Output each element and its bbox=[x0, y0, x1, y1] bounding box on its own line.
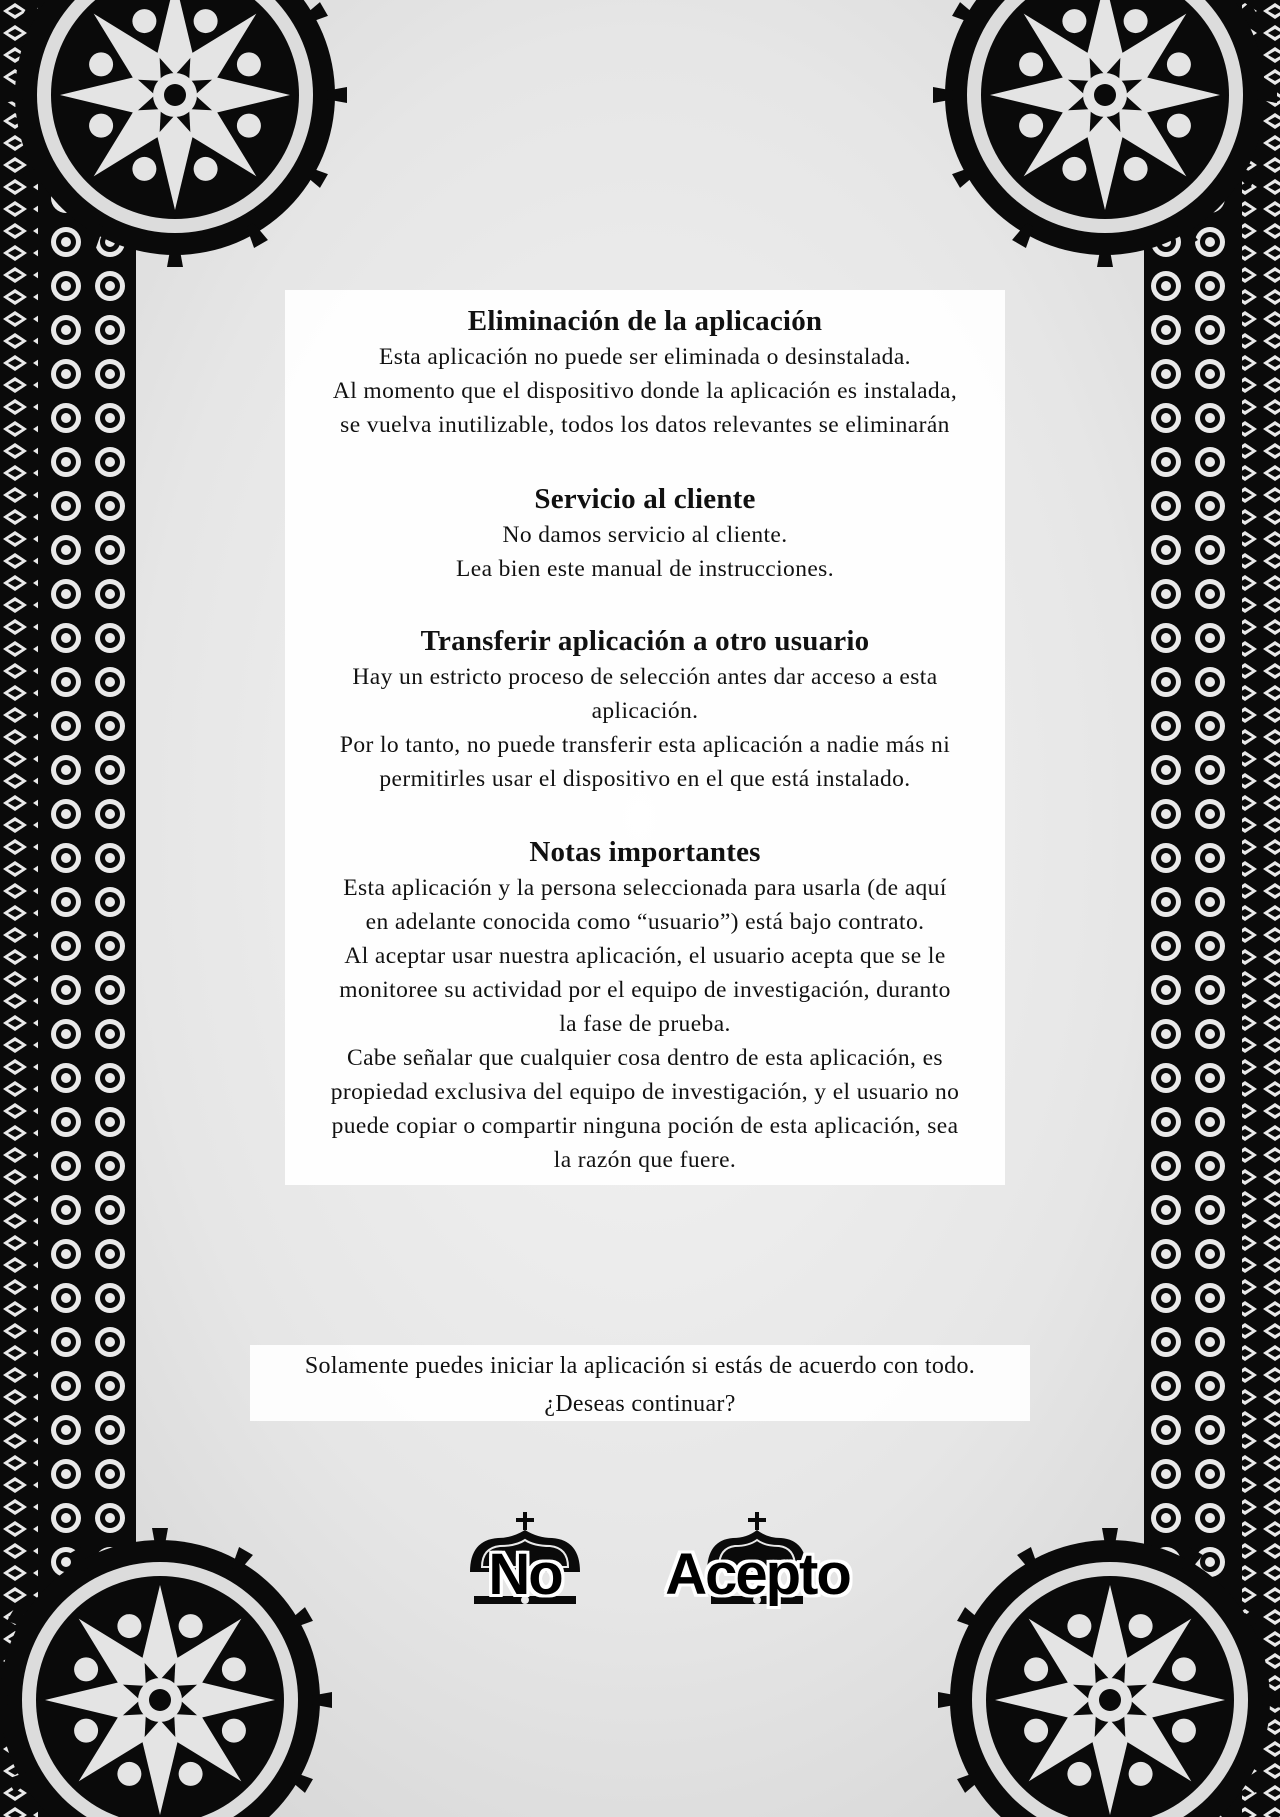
section-line: Lea bien este manual de instrucciones. bbox=[455, 556, 834, 582]
section-line: la fase de prueba. bbox=[559, 1011, 731, 1037]
section-line: en adelante conocida como “usuario”) está bajo contrato. bbox=[365, 909, 925, 935]
section-line: propiedad exclusiva del equipo de investigación, y el usuario no bbox=[330, 1079, 960, 1105]
section-line: Por lo tanto, no puede transferir esta aplicación a nadie más ni bbox=[339, 732, 951, 758]
right-zigzag-strip bbox=[1242, 0, 1280, 1817]
section-app-removal bbox=[285, 302, 1005, 442]
section-line: permitirles usar el dispositivo en el que está instalado. bbox=[379, 766, 911, 792]
no-button[interactable] bbox=[460, 1512, 590, 1612]
prompt-question: ¿Deseas continuar? bbox=[544, 1391, 736, 1417]
section-line: puede copiar o compartir ninguna poción de esta aplicación, sea bbox=[331, 1113, 959, 1139]
section-line: Cabe señalar que cualquier cosa dentro de esta aplicación, es bbox=[347, 1045, 943, 1071]
section-line: monitoree su actividad por el equipo de investigación, duranto bbox=[339, 977, 951, 1003]
section-line: la razón que fuere. bbox=[553, 1147, 737, 1173]
section-line: Esta aplicación no puede ser eliminada o desinstalada. bbox=[379, 344, 911, 370]
section-transfer-app bbox=[285, 622, 1005, 796]
accept-button[interactable] bbox=[645, 1512, 870, 1612]
accept-label: Acepto bbox=[665, 1542, 850, 1607]
section-line: No damos servicio al cliente. bbox=[502, 522, 788, 548]
right-lace-column bbox=[1144, 0, 1232, 1817]
section-line: Al aceptar usar nuestra aplicación, el usuario acepta que se le bbox=[344, 943, 946, 969]
section-important-notes bbox=[285, 833, 1005, 1177]
no-label: No bbox=[488, 1542, 562, 1607]
prompt-line: Solamente puedes iniciar la aplicación si estás de acuerdo con todo. bbox=[304, 1353, 976, 1379]
section-customer-service bbox=[285, 480, 1005, 586]
terms-panel bbox=[285, 290, 1005, 1185]
section-title: Transferir aplicación a otro usuario bbox=[420, 625, 870, 657]
section-title: Eliminación de la aplicación bbox=[467, 305, 823, 337]
left-zigzag-strip bbox=[0, 0, 38, 1817]
section-line: Hay un estricto proceso de selección antes dar acceso a esta bbox=[352, 664, 938, 690]
section-line: se vuelva inutilizable, todos los datos relevantes se eliminarán bbox=[340, 412, 950, 438]
section-line: Esta aplicación y la persona seleccionada para usarla (de aquí bbox=[343, 875, 947, 901]
continue-prompt bbox=[250, 1345, 1030, 1421]
section-line: Al momento que el dispositivo donde la aplicación es instalada, bbox=[332, 378, 958, 404]
section-title: Servicio al cliente bbox=[534, 483, 756, 515]
section-line: aplicación. bbox=[591, 698, 699, 724]
section-title: Notas importantes bbox=[529, 836, 761, 868]
